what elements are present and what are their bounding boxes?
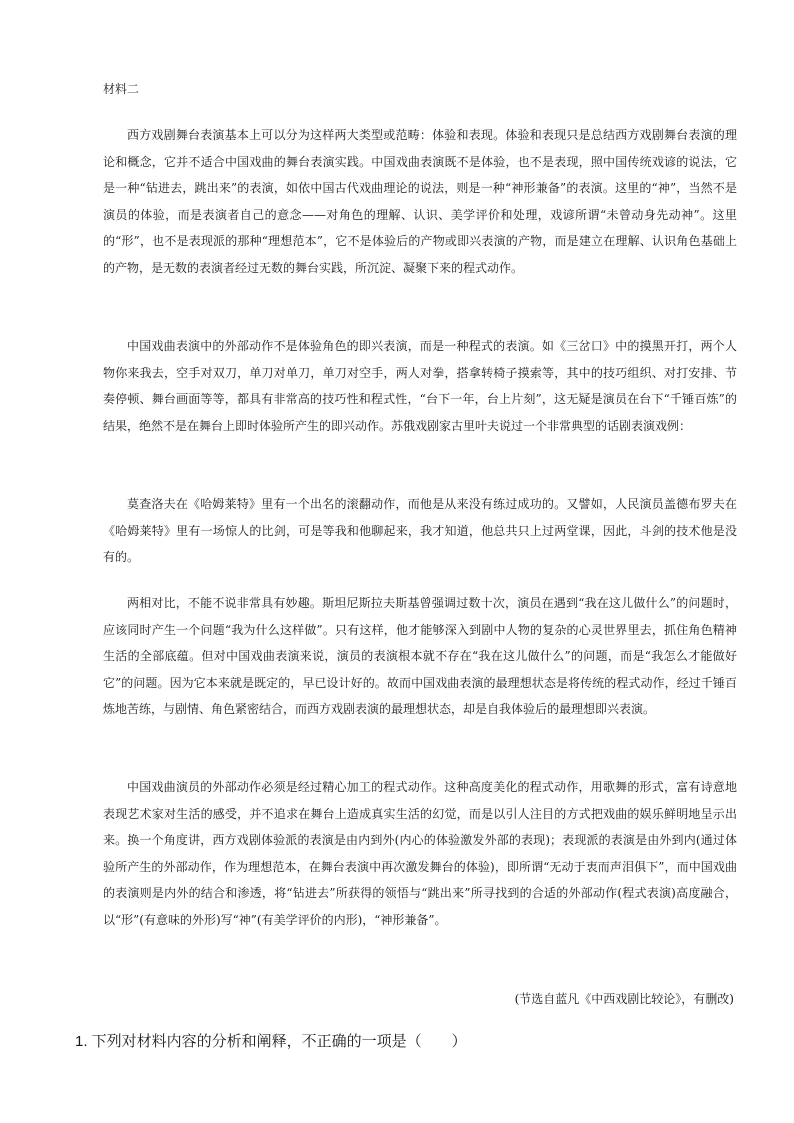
source-citation: (节选自蓝凡《中西戏剧比较论》，有删改) (514, 992, 734, 1006)
question-1: 1. 下列对材料内容的分析和阐释，不正确的一项是（ ） (75, 1033, 467, 1050)
quoted-example: 莫查洛夫在《哈姆莱特》里有一个出名的滚翻动作，而他是从来没有练过成功的。又譬如，人民演员盖德布罗夫在《哈姆莱特》里有一场惊人的比剑，可是等我和他聊起来，我才知道，他总共只上过两堂课，因此，斗剑的技术他是没有的。 (103, 497, 737, 565)
paragraph-2: 中国戏曲表演中的外部动作不是体验角色的即兴表演，而是一种程式的表演。如《三岔口》中的摸黑开打，两个人物你来我去，空手对双刀，单刀对单刀，单刀对空手，两人对拳，搭拿转椅子摸索等，其中的技巧组织、对打安排、节奏停顿、舞台画面等等，都具有非常高的技巧性和程式性，“台下一年，台上片刻”，这无疑是演员在台下“千锤百炼”的结果，绝然不是在舞台上即时体验所产生的即兴动作。苏俄戏剧家古里叶夫说过一个非常典型的话剧表演戏例： (103, 339, 737, 433)
paragraph-4: 中国戏曲演员的外部动作必须是经过精心加工的程式动作。这种高度美化的程式动作，用歌舞的形式，富有诗意地表现艺术家对生活的感受，并不追求在舞台上造成真实生活的幻觉，而是以引人注目的方式把戏曲的娱乐鲜明地呈示出来。换一个角度讲，西方戏剧体验派的表演是由内到外(内心的体验激发外部的表现)；表现派的表演是由外到内(通过体验所产生的外部动作，作为理想范本，在舞台表演中再次激发舞台的体验)，即所谓“无动于衷而声泪俱下”，而中国戏曲的表演则是内外的结合和渗透，将“钻进去”所获得的领悟与“跳出来”所寻找到的合适的外部动作(程式表演)高度融合，以“形”(有意味的外形)写“神”(有美学评价的内形)，“神形兼备”。 (103, 780, 737, 927)
material-label: 材料二 (103, 82, 140, 96)
paragraph-1: 西方戏剧舞台表演基本上可以分为这样两大类型或范畴：体验和表现。体验和表现只是总结西方戏剧舞台表演的理论和概念，它并不适合中国戏曲的舞台表演实践。中国戏曲表演既不是体验，也不是表现，照中国传统戏谚的说法，它是一种“钻进去，跳出来”的表演，如依中国古代戏曲理论的说法，则是一种“神形兼备”的表演。这里的“神”，当然不是演员的体验，而是表演者自己的意念——对角色的理解、认识、美学评价和处理，戏谚所谓“未曾动身先动神”。这里的“形”，也不是表现派的那种“理想范本”，它不是体验后的产物或即兴表演的产物，而是建立在理解、认识角色基础上的产物，是无数的表演者经过无数的舞台实践，所沉淀、凝聚下来的程式动作。 (103, 128, 737, 275)
paragraph-3: 两相对比，不能不说非常具有妙趣。斯坦尼斯拉夫斯基曾强调过数十次，演员在遇到“我在这儿做什么”的问题时，应该同时产生一个问题“我为什么这样做”。只有这样，他才能够深入到剧中人物的复杂的心灵世界里去，抓住角色精神生活的全部底蕴。但对中国戏曲表演来说，演员的表演根本就不存在“我在这儿做什么”的问题，而是“我怎么才能做好它”的问题。因为它本来就是既定的，早已设计好的。故而中国戏曲表演的最理想状态是将传统的程式动作，经过千锤百炼地苦练，与剧情、角色紧密结合，而西方戏剧表演的最理想状态，却是自我体验后的最理想即兴表演。 (103, 596, 737, 717)
